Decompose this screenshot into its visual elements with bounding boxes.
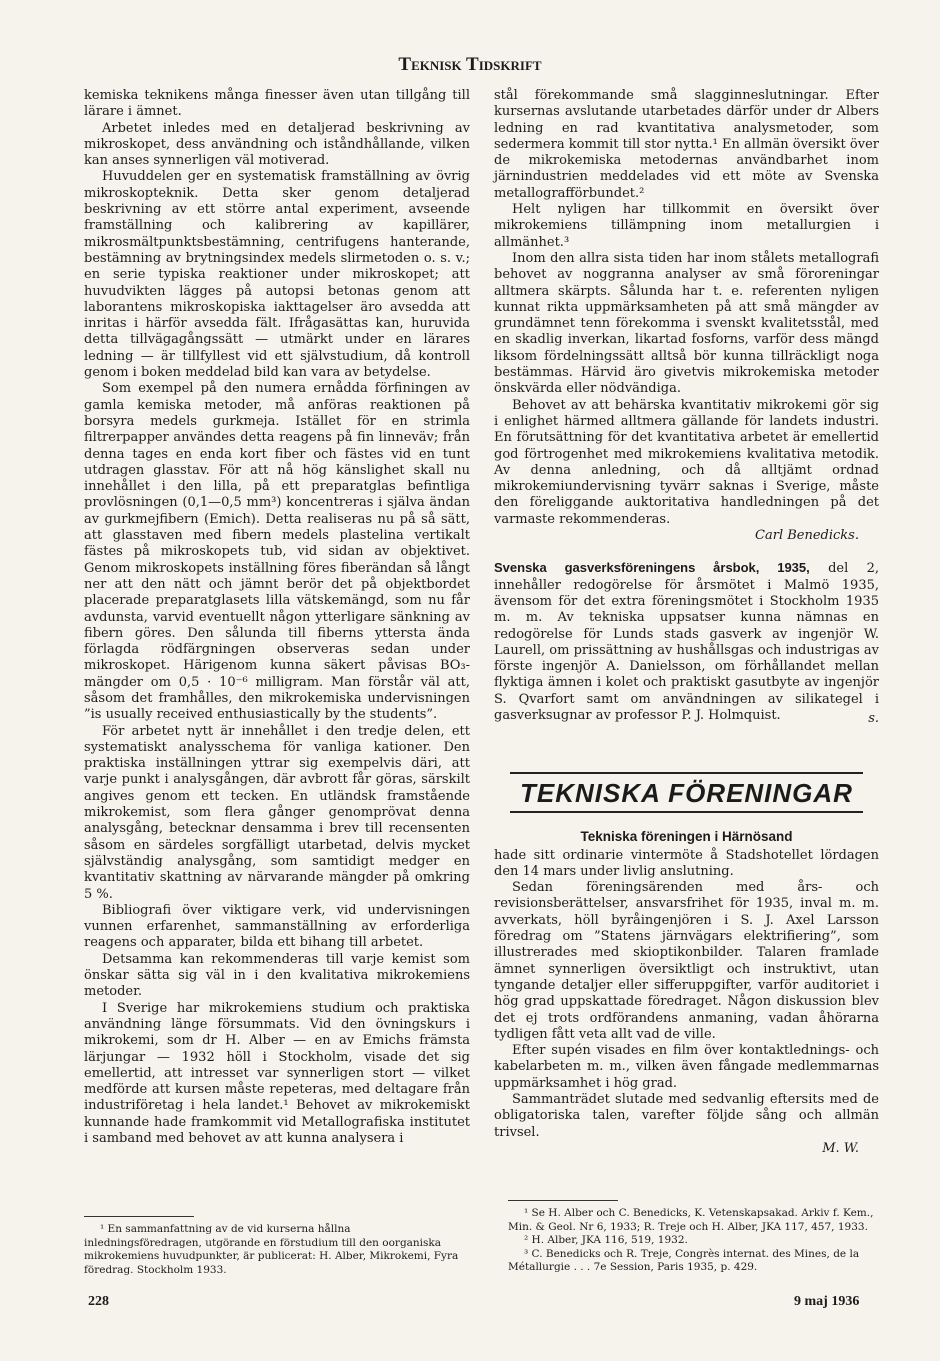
left-paragraph: Huvuddelen ger en systematisk framställning av övrig mikroskopteknik. Detta sker genom detaljerad beskrivning av ett större antal experiment, avseende framställning och kalibrering av kapillärer, mikrosmältpunktsbestämning, centrifugens hanterande, bestämning av brytningsindex medels slirmetoden o. s. v.; en serie typiska reaktioner under mikroskopet; att huvudvikten lägges på autopsi betonas genom att laborantens mikroskopiska iakttagelser äro avsedda att inritas i härför avsedda fält. Ifrågasättas kan, huruvida detta tillvägagångssätt — utmärkt under en lärares ledning — är tillfyllest vid ett självstudium, då kontroll genom i boken meddelad bild kan vara av betydelse. (84, 169, 470, 381)
left-footnotes (84, 1202, 470, 1277)
footnote-divider (84, 1216, 194, 1217)
page-number: 228 (88, 1294, 109, 1309)
signature: Carl Benedicks. (755, 528, 859, 544)
left-column (84, 88, 470, 1147)
left-paragraph: Arbetet inledes med en detaljerad beskrivning av mikroskopet, dess användning och iståndhållande, vilken kan anses synnerligen väl motiverad. (84, 120, 470, 169)
review-signature: s. (868, 710, 879, 726)
society-signature: M. W. (822, 1140, 859, 1156)
review-title: Svenska gasverksföreningens årsbok, 1935, (494, 560, 810, 576)
society-paragraph: Efter supén visades en film över kontaktlednings- och kabelarbeten m. m., vilken även fångade medlemmarnas uppmärksamhet i hög grad. (494, 1043, 879, 1091)
society-paragraph: Sedan föreningsärenden med års- och revisionsberättelser, ansvarsfrihet för 1935, inval m. m. avverkats, höll byråingenjören i S. J. Axel Larsson föredrag om ”Statens järnvägars elektrifiering”, som illustrerades med skioptikonbilder. Talaren framlade ämnet synnerligen översiktligt och instruktivt, utan tyngande detaljer eller sifferuppgifter, varför auditoriet i hög grad uppskattade föredraget. Någon diskussion blev det ej trots ordförandens anmaning, vadan åhörarna tydligen fått veta allt vad de ville. (494, 880, 879, 1042)
left-paragraph: För arbetet nytt är innehållet i den tredje delen, ett systematiskt analysschema för vanliga kationer. Den praktiska inställningen yttrar sig exempelvis däri, att varje punkt i analysgången, där avbrott får göras, särskilt angives genom ett tecken. En utländsk framstående mikrokemist, som flera gånger genomprövat denna analysgång, betecknar densamma i brev till recensenten såsom en särdeles sorgfälligt utarbetad, delvis mycket självständig analysgång, som samtidigt medger en kvantitativ skattning av närvarande mängder på omkring 5 %. (84, 723, 470, 902)
section-title: TEKNISKA FÖRENINGAR (510, 772, 863, 813)
review-body: del 2, innehåller redogörelse för årsmötet i Malmö 1935, ävensom för det extra föreningsmötet i Stockholm 1935 m. m. Av tekniska uppsatser kunna nämnas en redogörelse för Lunds stads gasverk av ingenjör W. Laurell, om prissättning av hushållsgas och industrigas av förste ingenjör A. Danielsson, om förhållandet mellan flyktiga ämnen i kolet och praktiskt gasutbyte av ingenjör S. Qvarfort samt om användningen av silikategel i gasverksugnar av professor P. J. Holmquist. (494, 561, 879, 723)
right-footnotes (508, 1186, 880, 1275)
book-review (494, 560, 879, 724)
society-paragraph: Sammanträdet slutade med sedvanlig eftersits med de obligatoriska talen, varefter följde sång och allmän trivsel. (494, 1092, 879, 1140)
footnote: ² H. Alber, JKA 116, 519, 1932. (524, 1234, 688, 1246)
right-paragraph: stål förekommande små slagginneslutningar. Efter kursernas avslutande utarbetades därför under dr Albers ledning en rad kvantitativa analysmetoder, som sedermera kommit till stor nytta.¹ En allmän översikt över de mikrokemiska metodernas användbarhet inom järnindustrien meddelades vid ett möte av Svenska metallografförbundet.² (494, 88, 879, 201)
footnote: ¹ Se H. Alber och C. Benedicks, K. Vetenskapsakad. Arkiv f. Kem., Min. & Geol. Nr 6, 1933; R. Treje och H. Alber, JKA 117, 457, 1933. (508, 1207, 874, 1233)
footnote-divider (508, 1200, 618, 1201)
left-paragraph: Som exempel på den numera ernådda förfiningen av gamla kemiska metoder, må anföras reaktionen på borsyra medels gurkmeja. Istället för en strimla filtrerpapper användes detta reagens på fin linneväv; från denna tages en enda kort fiber och fästes vid en tunt utdragen glasstav. För att nå hög känslighet skall nu innehållet i den lilla, på ett preparatglas befintliga provlösningen (0,1—0,5 mm³) koncentreras i själva ändan av gurkmejfibern (Emich). Detta realiseras nu på så sätt, att glasstaven med fibern medels plastelina vertikalt fästes på mikroskopets tub, vid sidan av objektivet. Genom mikroskopets inställning föres fiberändan så långt ner att den nätt och jämnt berör det på objektbordet placerade preparatglasets lilla vätskemängd, som nu får avdunsta, varvid eventuellt någon ytterligare sänkning av fibern göres. Den sålunda till fiberns yttersta ända förlagda rödfärgningen observeras sedan under mikroskopet. Härigenom kunna säkert påvisas BO₃-mängder om 0,5 · 10⁻⁶ milligram. Man förstår väl att, såsom det framhålles, den mikrokemiska undervisningen ”is usually received enthusiastically by the students”. (84, 381, 470, 723)
issue-date: 9 maj 1936 (794, 1294, 860, 1309)
section-header (494, 772, 879, 813)
right-paragraph: Inom den allra sista tiden har inom stålets metallografi behovet av noggranna analyser av små föroreningar alltmera skärpts. Sålunda har t. e. referenten nyligen kunnat rikta uppmärksamheten på att små mängder av grundämnet tenn förekomma i svenskt kvalitetsstål, med en skadlig inverkan, likartad fosforns, varför dess mängd liksom fördelningssätt alltså bör kunna tillräckligt noga bestämmas. Härvid äro givetvis mikrokemiska metoder önskvärda eller nödvändiga. (494, 250, 879, 397)
right-paragraph: Helt nyligen har tillkommit en översikt över mikrokemiens tillämpning inom metallurgien i allmänhet.³ (494, 202, 879, 250)
left-paragraph: I Sverige har mikrokemiens studium och praktiska användning länge försummats. Vid den övningskurs i mikrokemi, som dr H. Alber — en av Emichs främsta lärjungar — 1932 höll i Stockholm, visade det sig emellertid, att intresset var synnerligen stort — vilket medförde att kursen måste repeteras, med deltagare från industriföretag i hela landet.¹ Behovet av mikrokemiskt kunnande hade framkommit vid Metallografiska institutet i samband med behovet av att kunna analysera i (84, 1000, 470, 1146)
left-paragraph: kemiska teknikens många finesser även utan tillgång till lärare i ämnet. (84, 88, 470, 120)
right-paragraph: Behovet av att behärska kvantitativ mikrokemi gör sig i enlighet härmed alltmera gällande för landets industri. En förutsättning för det kvantitativa arbetet är emellertid god förtrogenhet med mikrokemiens kvalitativa metodik. Av denna anledning, och då alltjämt ordnad mikrokemiundervisning tyvärr saknas i Sverige, måste den föreliggande auktoritativa handledningen på det varmaste rekommenderas. (494, 397, 879, 527)
left-paragraph: Detsamma kan rekommenderas till varje kemist som önskar sätta sig väl in i den kvalitativa mikrokemiens metoder. (84, 951, 470, 1000)
masthead: Teknisk Tidskrift (398, 54, 542, 75)
society-paragraph: hade sitt ordinarie vintermöte å Stadshotellet lördagen den 14 mars under livlig anslutning. (494, 847, 879, 879)
footnote: ¹ En sammanfattning av de vid kurserna hållna inledningsföredragen, utgörande en förstudium till den oorganiska mikrokemiens huvudpunkter, är publicerat: H. Alber, Mikrokemi, Fyra föredrag. Stockholm 1933. (84, 1223, 459, 1276)
society-title: Tekniska föreningen i Härnösand (580, 829, 793, 845)
footnote: ³ C. Benedicks och R. Treje, Congrès internat. des Mines, de la Métallurgie . . . 7e Session, Paris 1935, p. 429. (508, 1247, 860, 1273)
left-paragraph: Bibliografi över viktigare verk, vid undervisningen vunnen erfarenhet, sammanställning av erforderliga reagens och apparater, bilda ett bihang till arbetet. (84, 902, 470, 951)
right-column (494, 88, 879, 1157)
